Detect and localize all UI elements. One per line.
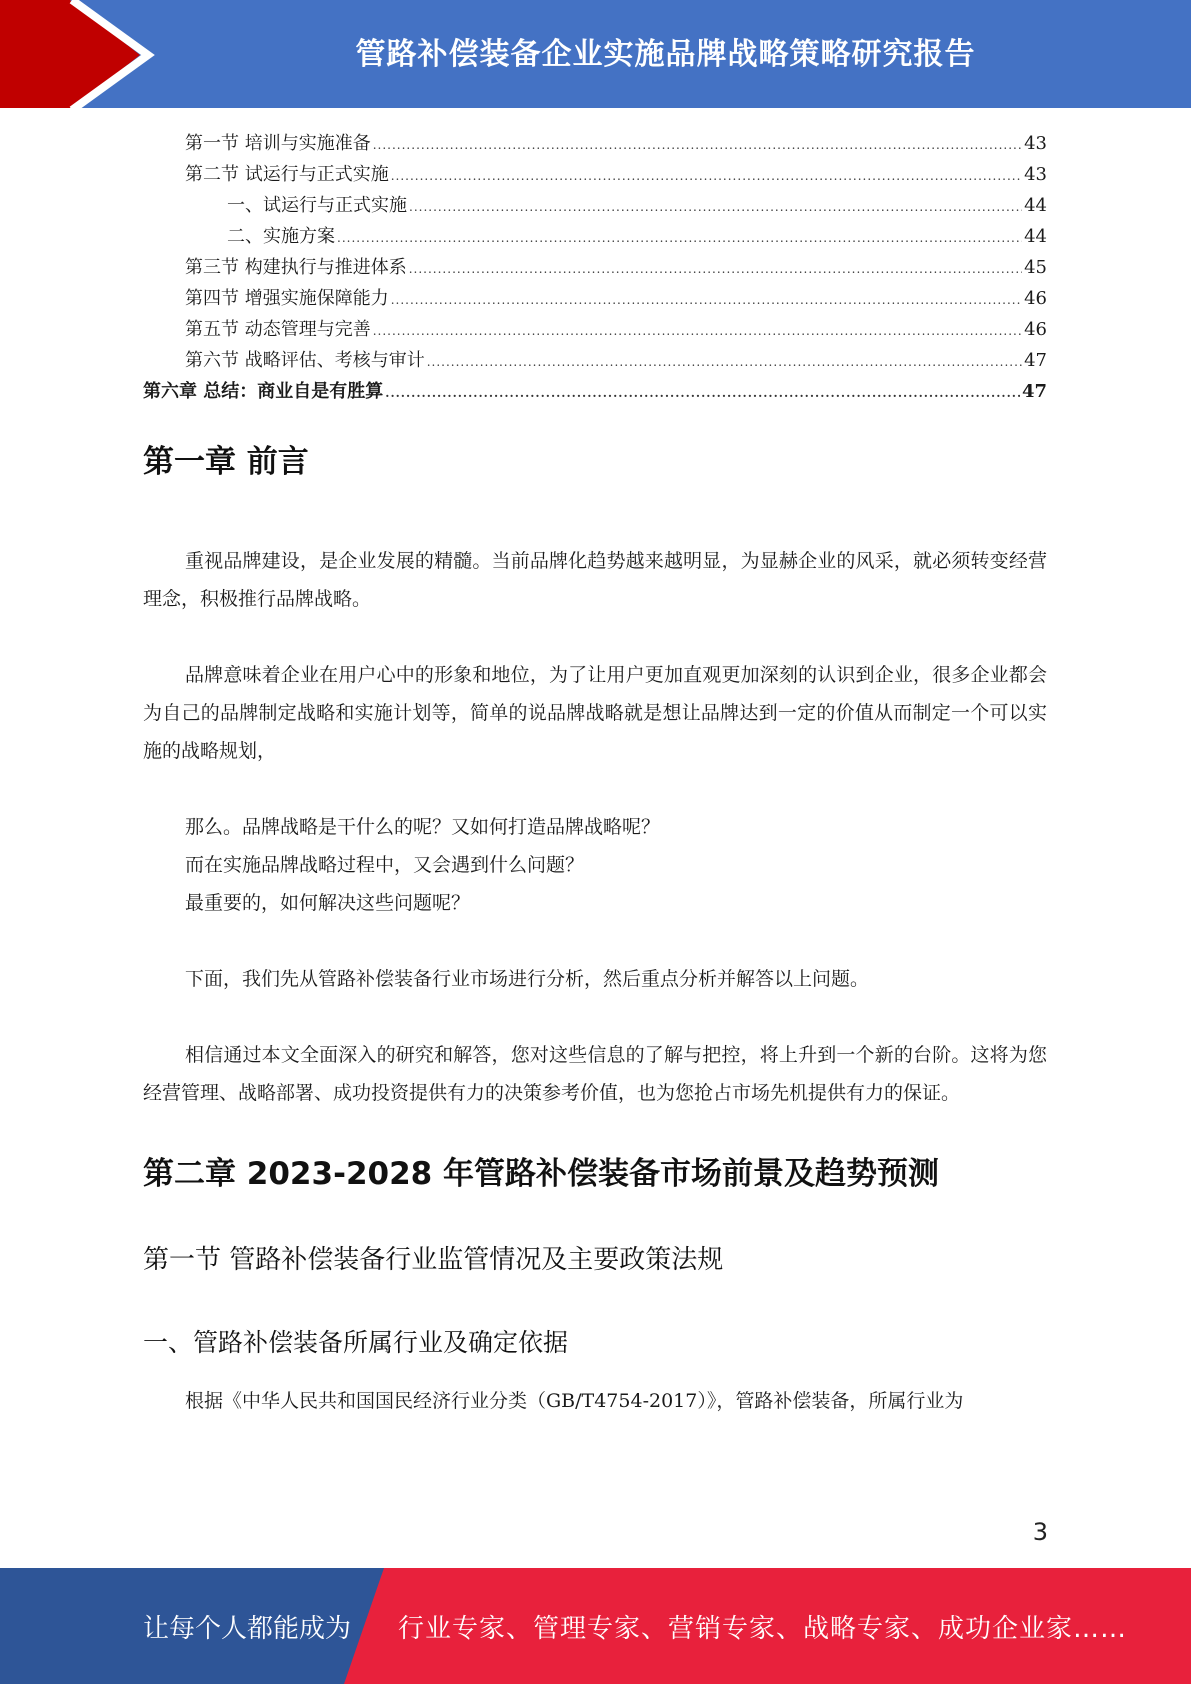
toc-entry-page: 46 (1024, 288, 1047, 309)
toc-entry-label: 第四节 增强实施保障能力 (185, 288, 389, 309)
toc-entry[interactable] (143, 283, 1047, 314)
header-banner (0, 0, 1191, 112)
toc-entry-label: 第五节 动态管理与完善 (185, 319, 371, 340)
toc-entry[interactable] (143, 128, 1047, 159)
paragraph: 品牌意味着企业在用户心中的形象和地位，为了让用户更加直观更加深刻的认识到企业，很多企业都会为自己的品牌制定战略和实施计划等，简单的说品牌战略就是想让品牌达到一定的价值从而制定一个可以实施的战略规划， (143, 664, 1047, 762)
toc-entry-page: 43 (1024, 133, 1047, 154)
toc-entry[interactable] (143, 345, 1047, 376)
toc-leader-dots (385, 378, 1020, 409)
toc-entry-page: 45 (1024, 257, 1047, 278)
toc-leader-dots (409, 254, 1022, 285)
toc-leader-dots (373, 316, 1022, 347)
toc-entry-page: 46 (1024, 319, 1047, 340)
toc-entry-label: 二、实施方案 (227, 226, 335, 247)
toc-entry-label: 第六节 战略评估、考核与审计 (185, 350, 425, 371)
toc-entry[interactable] (143, 221, 1047, 252)
toc-leader-dots (391, 161, 1022, 192)
toc-leader-dots (409, 192, 1022, 223)
toc-entry-label: 一、试运行与正式实施 (227, 195, 407, 216)
toc-entry-label: 第一节 培训与实施准备 (185, 133, 371, 154)
toc-entry[interactable] (143, 314, 1047, 345)
question-line: 那么。品牌战略是干什么的呢？又如何打造品牌战略呢？ (185, 816, 661, 838)
toc-entry-label: 第二节 试运行与正式实施 (185, 164, 389, 185)
toc-entry-label: 第三节 构建执行与推进体系 (185, 257, 407, 278)
footer-slogan-left: 让每个人都能成为 (143, 1613, 352, 1644)
toc-entry[interactable] (143, 376, 1047, 407)
toc-leader-dots (373, 130, 1022, 161)
toc-leader-dots (337, 223, 1022, 254)
toc-entry[interactable] (143, 190, 1047, 221)
toc-leader-dots (427, 347, 1022, 378)
subsection-title: 一、管路补偿装备所属行业及确定依据 (143, 1328, 569, 1357)
toc-entry[interactable] (143, 252, 1047, 283)
toc-entry-label: 第六章 总结：商业自是有胜算 (143, 381, 384, 402)
chapter-1-title: 第一章 前言 (143, 444, 309, 480)
toc-entry-page: 44 (1024, 195, 1047, 216)
footer-banner (0, 1568, 1191, 1684)
toc-entry-page: 47 (1021, 381, 1047, 402)
toc-entry-page: 43 (1024, 164, 1047, 185)
toc-entry-page: 47 (1024, 350, 1047, 371)
main-content (143, 440, 1047, 1420)
section-title: 第一节 管路补偿装备行业监管情况及主要政策法规 (143, 1245, 724, 1275)
paragraph: 相信通过本文全面深入的研究和解答，您对这些信息的了解与把控，将上升到一个新的台阶。这将为您经营管理、战略部署、成功投资提供有力的决策参考价值，也为您抢占市场先机提供有力的保证。 (143, 1044, 1047, 1104)
paragraph: 根据《中华人民共和国国民经济行业分类（GB/T4754-2017）》，管路补偿装备，所属行业为 (185, 1390, 964, 1412)
toc-entry[interactable] (143, 159, 1047, 190)
toc-leader-dots (391, 285, 1022, 316)
paragraph: 下面，我们先从管路补偿装备行业市场进行分析，然后重点分析并解答以上问题。 (185, 968, 870, 990)
toc-entry-page: 44 (1024, 226, 1047, 247)
question-line: 最重要的，如何解决这些问题呢？ (185, 892, 471, 914)
page-number: 3 (1032, 1518, 1048, 1546)
report-title: 管路补偿装备企业实施品牌战略策略研究报告 (355, 37, 976, 72)
paragraph: 重视品牌建设，是企业发展的精髓。当前品牌化趋势越来越明显，为显赫企业的风采，就必须转变经营理念，积极推行品牌战略。 (143, 550, 1047, 610)
table-of-contents (143, 128, 1047, 407)
question-line: 而在实施品牌战略过程中，又会遇到什么问题？ (185, 854, 585, 876)
footer-slogan-right: 行业专家、管理专家、营销专家、战略专家、成功企业家…… (398, 1613, 1128, 1644)
chapter-2-title: 第二章 2023-2028 年管路补偿装备市场前景及趋势预测 (143, 1156, 940, 1192)
